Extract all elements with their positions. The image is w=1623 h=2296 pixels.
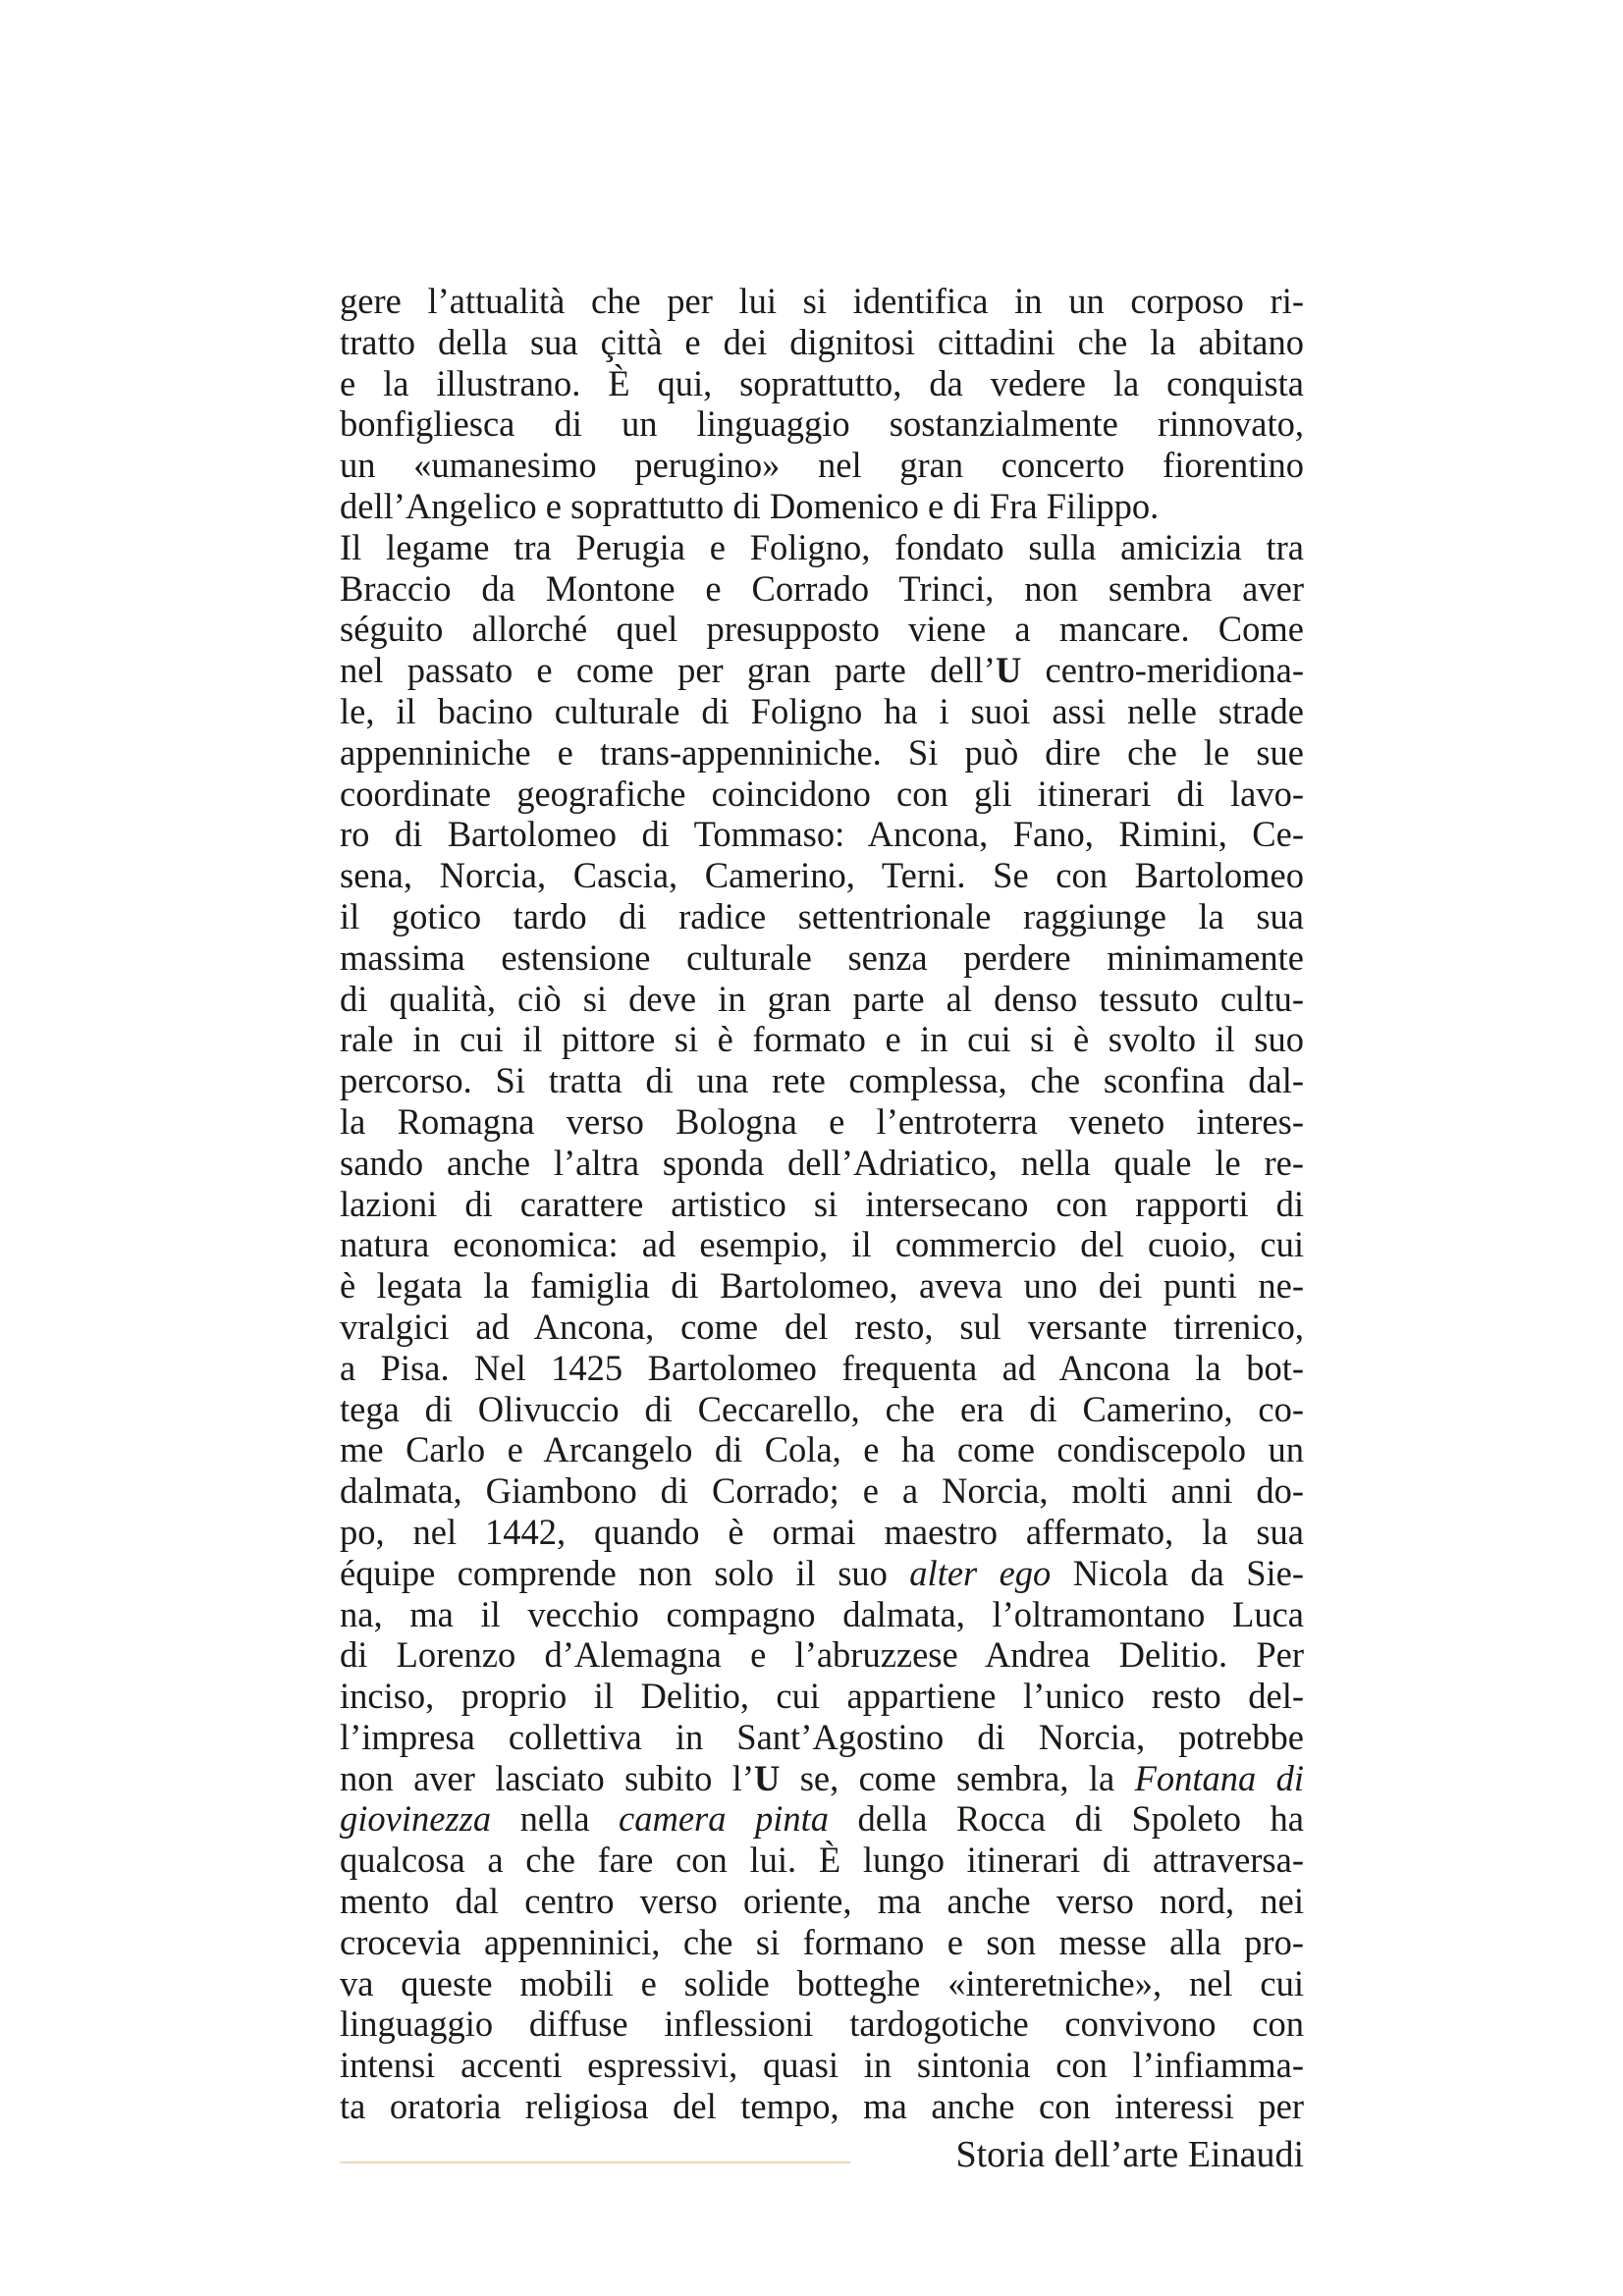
text-line: nel passato e come per gran parte dell’U centro-meridiona- — [340, 650, 1304, 691]
text-line: la Romagna verso Bologna e l’entroterra veneto interes- — [340, 1100, 1304, 1142]
text-line: linguaggio diffuse inflessioni tardogotiche convivono con — [340, 2003, 1304, 2045]
text-line: séguito allorché quel presupposto viene a mancare. Come — [340, 609, 1304, 650]
text-line: ro di Bartolomeo di Tommaso: Ancona, Fano, Rimini, Ce- — [340, 814, 1304, 855]
text-line: na, ma il vecchio compagno dalmata, l’oltramontano Luca — [340, 1593, 1304, 1634]
text-line: natura economica: ad esempio, il commercio del cuoio, cui — [340, 1224, 1304, 1265]
text-line: va queste mobili e solide botteghe «interetniche», nel cui — [340, 1962, 1304, 2003]
text-line: inciso, proprio il Delitio, cui appartiene l’unico resto del- — [340, 1676, 1304, 1717]
text-line: non aver lasciato subito l’U se, come sembra, la Fontana di — [340, 1757, 1304, 1798]
text-line: percorso. Si tratta di una rete complessa, che sconfina dal- — [340, 1060, 1304, 1101]
text-line: e la illustrano. È qui, soprattutto, da vedere la conquista — [340, 362, 1304, 403]
text-line: Braccio da Montone e Corrado Trinci, non sembra aver — [340, 567, 1304, 609]
text-line: vralgici ad Ancona, come del resto, sul versante tirrenico, — [340, 1306, 1304, 1347]
text-line: dalmata, Giambono di Corrado; e a Norcia, molti anni do- — [340, 1470, 1304, 1512]
text-line: intensi accenti espressivi, quasi in sintonia con l’infiamma- — [340, 2045, 1304, 2086]
body-text — [340, 281, 1304, 2127]
text-line: un «umanesimo perugino» nel gran concerto fiorentino — [340, 445, 1304, 486]
text-line: l’impresa collettiva in Sant’Agostino di Norcia, potrebbe — [340, 1716, 1304, 1757]
text-line: bonfigliesca di un linguaggio sostanzialmente rinnovato, — [340, 403, 1304, 445]
text-line: lazioni di carattere artistico si intersecano con rapporti di — [340, 1183, 1304, 1224]
text-line: mento dal centro verso oriente, ma anche verso nord, nei — [340, 1881, 1304, 1922]
text-line: Il legame tra Perugia e Foligno, fondato sulla amicizia tra — [340, 526, 1304, 567]
text-line: di qualità, ciò si deve in gran parte al denso tessuto cultu- — [340, 978, 1304, 1019]
text-line: è legata la famiglia di Bartolomeo, aveva uno dei punti ne- — [340, 1265, 1304, 1307]
text-line: me Carlo e Arcangelo di Cola, e ha come condiscepolo un — [340, 1429, 1304, 1470]
text-line: sando anche l’altra sponda dell’Adriatico, nella quale le re- — [340, 1142, 1304, 1183]
text-line: massima estensione culturale senza perdere minimamente — [340, 936, 1304, 978]
text-line: qualcosa a che fare con lui. È lungo itinerari di attraversa- — [340, 1840, 1304, 1881]
footer-divider — [340, 2162, 850, 2163]
text-line: rale in cui il pittore si è formato e in cui si è svolto il suo — [340, 1019, 1304, 1060]
text-line: ta oratoria religiosa del tempo, ma anche con interessi per — [340, 2086, 1304, 2127]
text-line: le, il bacino culturale di Foligno ha i suoi assi nelle strade — [340, 690, 1304, 731]
text-line: crocevia appenninici, che si formano e son messe alla pro- — [340, 1921, 1304, 1962]
text-line: appenniniche e trans-appenniniche. Si può dire che le sue — [340, 731, 1304, 773]
text-line: dell’Angelico e soprattutto di Domenico e di Fra Filippo. — [340, 485, 1160, 526]
text-line: tratto della sua çittà e dei dignitosi cittadini che la abitano — [340, 321, 1304, 362]
text-line: tega di Olivuccio di Ceccarello, che era di Camerino, co- — [340, 1388, 1304, 1429]
text-line: il gotico tardo di radice settentrionale raggiunge la sua — [340, 895, 1304, 936]
text-line: giovinezza nella camera pinta della Rocca di Spoleto ha — [340, 1798, 1304, 1840]
text-line: a Pisa. Nel 1425 Bartolomeo frequenta ad Ancona la bot- — [340, 1347, 1304, 1388]
text-line: po, nel 1442, quando è ormai maestro affermato, la sua — [340, 1511, 1304, 1552]
text-line: di Lorenzo d’Alemagna e l’abruzzese Andrea Delitio. Per — [340, 1634, 1304, 1676]
text-line: sena, Norcia, Cascia, Camerino, Terni. Se con Bartolomeo — [340, 855, 1304, 896]
text-line: coordinate geografiche coincidono con gli itinerari di lavo- — [340, 773, 1304, 814]
text-line: équipe comprende non solo il suo alter ego Nicola da Sie- — [340, 1552, 1304, 1593]
text-line: gere l’attualità che per lui si identifica in un corposo ri- — [340, 281, 1304, 321]
footer-title: Storia dell’arte Einaudi — [955, 2134, 1304, 2175]
